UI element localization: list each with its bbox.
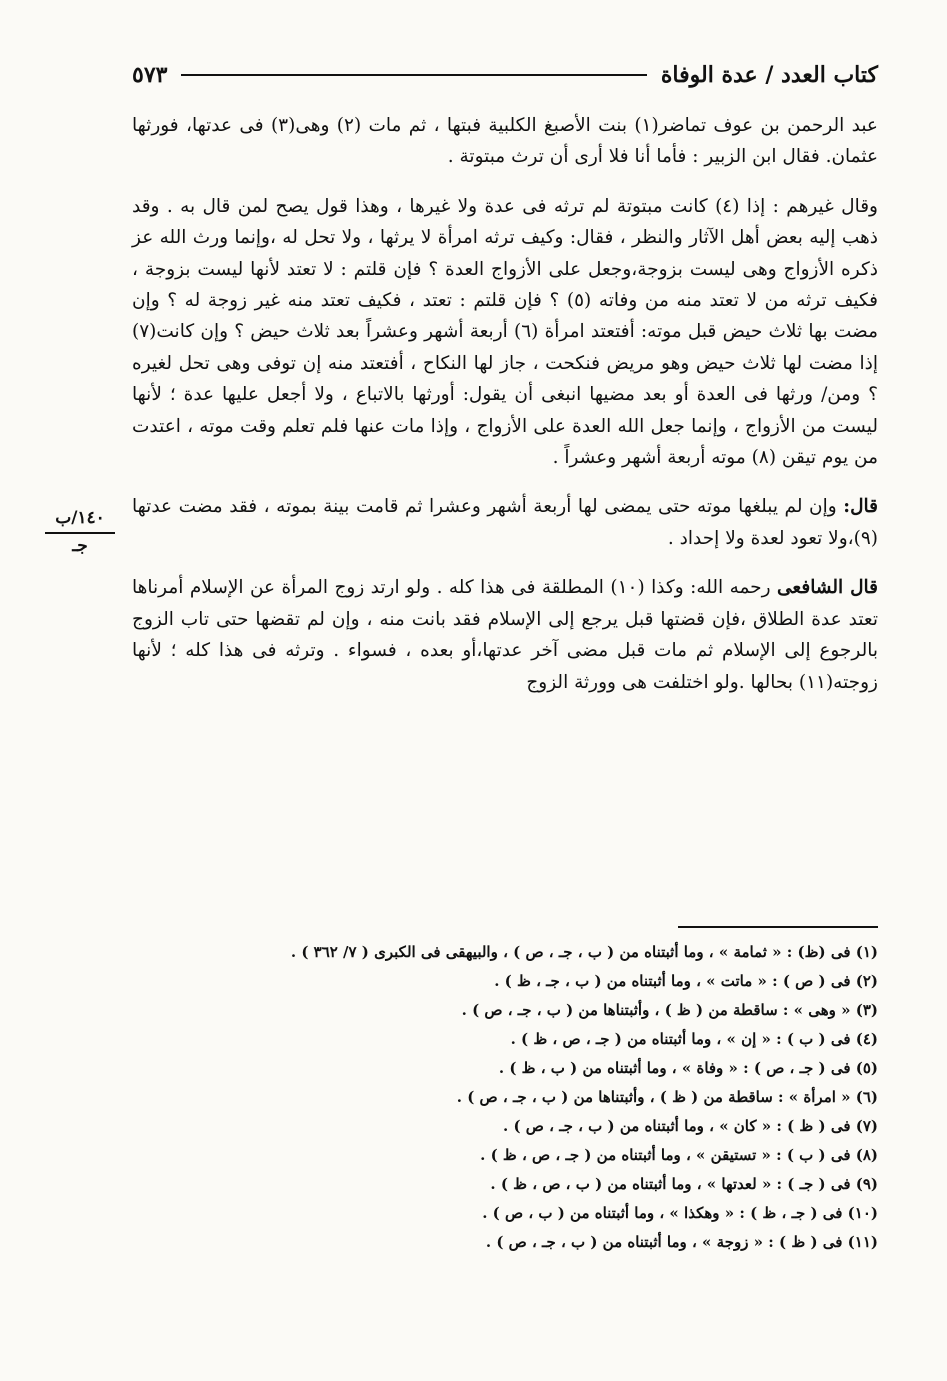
footnote-item: (٧) فى ( ظ ) : « كان » ، وما أثبتناه من ( ب ، جـ ، ص ) . [503, 1117, 878, 1135]
paragraph-text: عبد الرحمن بن عوف تماضر(١) بنت الأصبغ الكلبية فبتها ، ثم مات (٢) وهى(٣) فى عدتها، فورثها عثمان. فقال ابن الزبير : فأما أنا فلا أرى أن ترث مبتوتة . [132, 115, 878, 168]
footnote-item: (٤) فى ( ب ) : « إن » ، وما أثبتناه من ( جـ ، ص ، ظ ) . [510, 1030, 878, 1048]
paragraph-text: وقال غيرهم : إذا (٤) كانت مبتوتة لم ترثه فى عدة ولا غيرها ، وهذا قول يصح لمن قال به . وقد ذهب إليه بعض أهل الآثار والنظر ، فقال: وكيف ترثه امرأة لا يرثها ، ولا تحل له ،وإنما ورث الله عز ذكره الأزواج وهى ليست بزوجة،وجعل على الأزواج العدة ؟ فإن قلتم : لا تعتد لأنها ليست بزوجة ، فكيف ترثه من لا تعتد منه من وفاته (٥) ؟ فإن قلتم : تعتد ، فكيف تعتد منه غير زوجة له ؟ وإن مضت بها ثلاث حيض قبل موته: أفتعتد امرأة (٦) أربعة أشهر وعشراً بعد ثلاث حيض ؟ وإن كانت(٧) إذا مضت لها ثلاث حيض وهو مريض فنكحت ، جاز لها النكاح ، أفتعتد منه إن توفى وهى تحل لغيره ؟ ومن/ ورثها فى العدة أو بعد مضيها انبغى أن يقول: أورثها بالاتباع ، ولا أجعل عليها عدة ؛ لأنها ليست من الأزواج ، وإنما جعل الله العدة على الأزواج ، وإذا مات عنها فلم تعلم وقت موته ، اعتدت من يوم تيقن (٨) موته أربعة أشهر وعشراً . [132, 195, 879, 469]
chapter-title: كتاب العدد / عدة الوفاة [660, 62, 878, 88]
running-header [132, 58, 878, 92]
page-number: ٥٧٣ [132, 62, 168, 88]
footnote-item: (٩) فى ( جـ ) : « لعدتها » ، وما أثبتناه من ( ب ، ص ، ظ ) . [490, 1175, 878, 1193]
paragraph [132, 491, 878, 554]
footnote-item: (١) فى (ظ) : « ثمامة » ، وما أثبتناه من ( ب ، جـ ، ص ) ، والبيهقى فى الكبرى ( ٧/ ٣٦٢ ) . [290, 943, 878, 961]
manuscript-siglum: جـ [72, 536, 88, 556]
folio-mark: ١٤٠/ب [55, 508, 105, 528]
manuscript-folio-note [40, 508, 120, 556]
footnote-item: (٨) فى ( ب ) : « تستيقن » ، وما أثبتناه من ( جـ ، ص ، ظ ) . [480, 1146, 878, 1164]
footnote-item: (٣) « وهى » : ساقطة من ( ظ ) ، وأثبتناها من ( ب ، جـ ، ص ) . [461, 1001, 878, 1019]
main-text [132, 110, 878, 716]
paragraph [132, 572, 878, 698]
paragraph-text: رحمه الله: وكذا (١٠) المطلقة فى هذا كله . ولو ارتد زوج المرأة عن الإسلام أمرناها تعتد عدة الطلاق ،فإن قضتها قبل يرجع إلى الإسلام فقد بانت منه ، وإن لم تقضها حتى تاب الزوج بالرجوع إلى الإسلام ثم مات قبل مضى آخر عدتها،أو بعده ، فسواء . وترثه فى هذا كله ؛ لأنها زوجته(١١) بحالها .ولو اختلفت هى وورثة الزوج [132, 577, 878, 693]
footnote-item: (٥) فى ( جـ ، ص ) : « وفاة » ، وما أثبتناه من ( ب ، ظ ) . [498, 1059, 878, 1077]
footnote-rule [678, 926, 878, 928]
footnote-item: (١٠) فى ( جـ ، ظ ) : « وهكذا » ، وما أثبتناه من ( ب ، ص ) . [482, 1204, 878, 1222]
footnote-list [132, 938, 878, 1257]
footnote-item: (٦) « امرأة » : ساقطة من ( ظ ) ، وأثبتناها من ( ب ، جـ ، ص ) . [456, 1088, 878, 1106]
footnote-item: (٢) فى ( ص ) : « ماتت » ، وما أثبتناه من ( ب ، جـ ، ظ ) . [494, 972, 878, 990]
footnote-item: (١١) فى ( ظ ) : « زوجة » ، وما أثبتناه من ( ب ، جـ ، ص ) . [485, 1233, 878, 1251]
folio-rule [45, 532, 115, 534]
paragraph [132, 191, 878, 474]
paragraph-text: وإن لم يبلغها موته حتى يمضى لها أربعة أشهر وعشرا ثم قامت بينة بموته ، فقد مضت عدتها (٩)،ولا تعود لعدة ولا إحداد . [132, 496, 878, 549]
paragraph-lead: قال: [843, 496, 878, 518]
header-rule [181, 74, 646, 76]
footnotes [132, 926, 878, 1257]
paragraph-lead: قال الشافعى [777, 577, 879, 599]
paragraph [132, 110, 878, 173]
